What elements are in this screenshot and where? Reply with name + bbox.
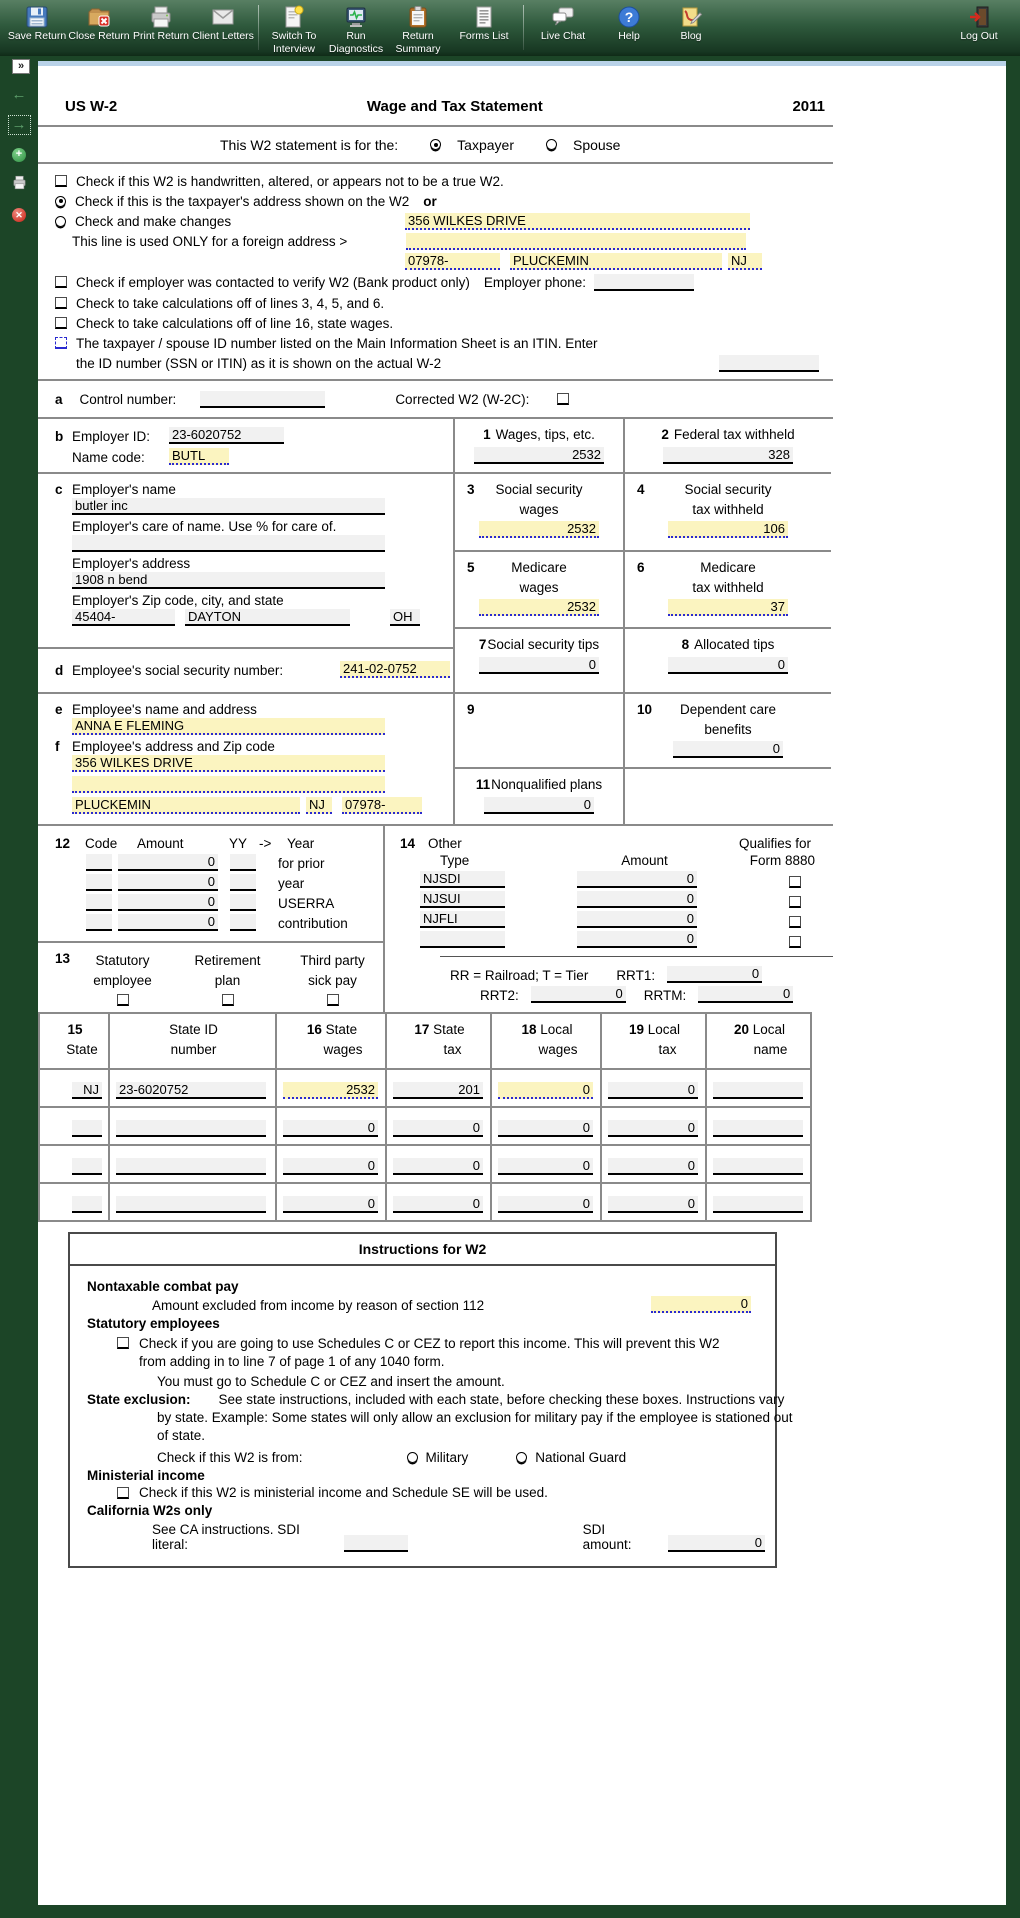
- w2-main-grid: [38, 417, 833, 826]
- schedule-c-checkbox[interactable]: [117, 1337, 129, 1349]
- save-return-button[interactable]: [6, 2, 68, 43]
- diagnostics-icon: [344, 4, 368, 30]
- close-return-button[interactable]: [68, 2, 130, 43]
- toolbar-separator: [523, 5, 524, 50]
- combat-pay-label: Amount excluded from income by reason of section 112: [152, 1298, 485, 1314]
- sdi-amount-label: SDI amount:: [582, 1522, 632, 1553]
- state-tax-field[interactable]: 0: [393, 1196, 483, 1213]
- run-diagnostics-label: Run Diagnostics: [328, 30, 384, 56]
- box-1-wages: 1 Wages, tips, etc. 2532: [455, 419, 625, 472]
- employer-care-of-label: Employer's care of name. Use % for care of.: [72, 519, 337, 534]
- rr-divider: [440, 956, 833, 957]
- itin-label-line2: the ID number (SSN or ITIN) as it is shown on the actual W-2: [76, 355, 442, 371]
- w2-zip-field[interactable]: 07978-: [405, 253, 500, 270]
- top-toolbar: [0, 0, 1020, 56]
- control-number-label: Control number:: [79, 391, 177, 407]
- local-wages-field[interactable]: 0: [498, 1158, 593, 1175]
- combat-pay-field[interactable]: 0: [651, 1296, 751, 1313]
- third-party-sick-pay-option: Third party sick pay: [280, 951, 385, 1012]
- employer-name-field[interactable]: butler inc: [72, 498, 385, 515]
- w2-form-page: [38, 61, 1006, 1905]
- form-8880-checkbox[interactable]: [789, 896, 801, 908]
- corrected-w2-checkbox[interactable]: [557, 393, 569, 405]
- statement-for-label: This W2 statement is for the:: [220, 136, 399, 153]
- local-tax-field[interactable]: 0: [608, 1158, 698, 1175]
- log-out-icon: [967, 4, 991, 30]
- box-12-yy-field[interactable]: [230, 874, 256, 891]
- handwritten-label: Check if this W2 is handwritten, altered, or appears not to be a true W2.: [76, 173, 504, 189]
- employer-zip-field[interactable]: 45404-: [72, 609, 175, 626]
- section-c-employer: [38, 474, 453, 649]
- state-table-row: [39, 1069, 811, 1107]
- sdi-amount-field[interactable]: 0: [668, 1535, 765, 1552]
- client-letters-button[interactable]: [192, 2, 254, 43]
- local-name-field[interactable]: [713, 1082, 803, 1099]
- log-out-button[interactable]: [948, 2, 1010, 43]
- blog-label: Blog: [680, 30, 702, 42]
- employee-name-label: Employee's name and address: [72, 702, 257, 717]
- box-14-amount-field[interactable]: 0: [577, 871, 697, 888]
- local-tax-field[interactable]: 0: [608, 1082, 698, 1099]
- employee-street-field[interactable]: 356 WILKES DRIVE: [72, 755, 385, 772]
- control-number-field[interactable]: [200, 391, 325, 408]
- employer-contacted-checkbox[interactable]: [55, 276, 67, 288]
- itin-checkbox[interactable]: [55, 337, 67, 349]
- state-field[interactable]: [72, 1196, 102, 1213]
- box-7-value-field[interactable]: 0: [479, 657, 599, 674]
- box-5-medicare-wages: 5 Medicare wages 2532: [455, 552, 625, 627]
- w2-city-field[interactable]: PLUCKEMIN: [510, 253, 722, 270]
- itin-label-line1: The taxpayer / spouse ID number listed on the Main Information Sheet is an ITIN. Enter: [76, 335, 598, 351]
- box-12-yy-field[interactable]: [230, 894, 256, 911]
- line-c-letter: c: [55, 482, 63, 497]
- form-navigation-sidebar: [0, 56, 38, 1918]
- next-form-arrow-icon[interactable]: →: [8, 115, 31, 135]
- box-12-note: USERRA: [278, 896, 335, 911]
- w2-state-field[interactable]: NJ: [728, 253, 762, 270]
- state-id-field[interactable]: [116, 1196, 266, 1213]
- ca-sdi-literal-label: See CA instructions. SDI literal:: [152, 1522, 300, 1553]
- third-party-sick-pay-checkbox[interactable]: [327, 994, 339, 1006]
- box-14-type-field[interactable]: NJFLI: [420, 911, 505, 928]
- state-tax-field[interactable]: 0: [393, 1120, 483, 1137]
- delete-form-icon[interactable]: ✕: [12, 208, 26, 222]
- local-name-field[interactable]: [713, 1196, 803, 1213]
- employee-street2-field[interactable]: [72, 776, 385, 793]
- box-12-amount-field[interactable]: 0: [118, 914, 218, 931]
- employer-id-field[interactable]: 23-6020752: [169, 427, 284, 444]
- employee-ssn-field[interactable]: 241-02-0752: [340, 661, 450, 678]
- print-form-icon[interactable]: [12, 175, 27, 195]
- state-table-row: [39, 1145, 811, 1183]
- box-11-nonqualified: 11Nonqualified plans 0: [455, 769, 625, 824]
- calc-off-16-label: Check to take calculations off of line 16, state wages.: [76, 315, 394, 331]
- close-return-label: Close Return: [68, 30, 130, 42]
- employer-phone-label: Employer phone:: [483, 274, 586, 290]
- rr-line-2: [385, 983, 833, 1003]
- box-12-note: contribution: [278, 916, 348, 931]
- state-field[interactable]: [72, 1158, 102, 1175]
- employee-state-field[interactable]: NJ: [306, 797, 332, 814]
- statutory-employee-option: Statutory employee: [70, 951, 175, 1012]
- state-tax-field[interactable]: 201: [393, 1082, 483, 1099]
- save-icon: [25, 4, 49, 30]
- state-wages-field[interactable]: 2532: [283, 1082, 378, 1099]
- spouse-radio[interactable]: [546, 139, 557, 150]
- log-out-label: Log Out: [960, 30, 998, 42]
- local-name-field[interactable]: [713, 1158, 803, 1175]
- form-8880-checkbox[interactable]: [789, 936, 801, 948]
- live-chat-button[interactable]: [528, 2, 598, 43]
- box-10-dependent-care: 10 Dependent care benefits 0: [625, 694, 831, 767]
- employer-address-label: Employer's address: [72, 556, 191, 571]
- rr-note: RR = Railroad; T = Tier: [450, 968, 589, 983]
- clipboard-icon: [406, 4, 430, 30]
- form-id: US W-2: [65, 98, 118, 115]
- retirement-plan-checkbox[interactable]: [222, 994, 234, 1006]
- box-6-medicare-tax: 6 Medicare tax withheld 37: [625, 552, 831, 627]
- employee-city-field[interactable]: PLUCKEMIN: [72, 797, 300, 814]
- state-wages-field[interactable]: 0: [283, 1120, 378, 1137]
- form-title: Wage and Tax Statement: [366, 98, 543, 115]
- military-label: Military: [425, 1450, 469, 1466]
- instructions-box: [68, 1232, 793, 1568]
- ministerial-label: Check if this W2 is ministerial income and Schedule SE will be used.: [139, 1485, 548, 1501]
- employee-name-field[interactable]: ANNA E FLEMING: [72, 718, 385, 735]
- national-guard-radio[interactable]: [516, 1452, 527, 1463]
- section-ef-employee: [38, 694, 453, 824]
- employer-address-field[interactable]: 1908 n bend: [72, 572, 385, 589]
- state-wages-field[interactable]: 0: [283, 1158, 378, 1175]
- run-diagnostics-button[interactable]: [325, 2, 387, 56]
- line-b-letter: b: [55, 429, 64, 444]
- envelope-icon: [211, 4, 235, 30]
- switch-to-interview-button[interactable]: [263, 2, 325, 56]
- blog-button[interactable]: [660, 2, 722, 43]
- client-letters-label: Client Letters: [192, 30, 254, 42]
- return-summary-label: Return Summary: [395, 30, 441, 56]
- calc-off-3456-checkbox[interactable]: [55, 297, 67, 309]
- taxpayer-radio[interactable]: [430, 139, 441, 150]
- forms-list-label: Forms List: [459, 30, 509, 42]
- box-12-yy-field[interactable]: [230, 854, 256, 871]
- employee-ssn-label: Employee's social security number:: [72, 663, 284, 678]
- form-8880-checkbox[interactable]: [789, 876, 801, 888]
- box-11-value-field[interactable]: 0: [484, 797, 594, 814]
- box-12-amount-field[interactable]: 0: [118, 854, 218, 871]
- local-tax-field[interactable]: 0: [608, 1120, 698, 1137]
- national-guard-label: National Guard: [535, 1450, 627, 1466]
- rrtm-field[interactable]: 0: [698, 986, 793, 1003]
- state-id-field[interactable]: [116, 1158, 266, 1175]
- rr-line-1: [385, 963, 833, 983]
- military-radio[interactable]: [407, 1452, 418, 1463]
- box-12-amount-field[interactable]: 0: [118, 874, 218, 891]
- local-wages-field[interactable]: 0: [498, 1120, 593, 1137]
- box-5-value-field[interactable]: 2532: [479, 599, 599, 616]
- box-6-value-field[interactable]: 37: [668, 599, 788, 616]
- state-local-table: [38, 1012, 812, 1223]
- add-form-icon[interactable]: +: [12, 148, 26, 162]
- toolbar-separator: [258, 5, 259, 50]
- statutory-heading: Statutory employees: [87, 1316, 220, 1332]
- box-12-code-field[interactable]: [86, 914, 112, 931]
- local-name-field[interactable]: [713, 1120, 803, 1137]
- interview-icon: [282, 4, 306, 30]
- w2-street-field[interactable]: 356 WILKES DRIVE: [405, 213, 750, 230]
- blog-icon: [679, 4, 703, 30]
- help-label: Help: [618, 30, 640, 42]
- box-8-allocated-tips: 8 Allocated tips 0: [625, 629, 831, 692]
- print-return-button[interactable]: [130, 2, 192, 43]
- box-14-type-field[interactable]: NJSUI: [420, 891, 505, 908]
- taxpayer-address-label: Check if this is the taxpayer's address shown on the W2: [75, 193, 410, 209]
- foreign-address-field[interactable]: [406, 233, 746, 250]
- state-table-row: [39, 1183, 811, 1221]
- expand-panel-button[interactable]: »: [12, 59, 30, 74]
- box-12-note: year: [278, 876, 305, 891]
- employer-phone-field[interactable]: [594, 274, 694, 291]
- w2-from-label: Check if this W2 is from:: [157, 1450, 303, 1466]
- box-12-note: for prior: [278, 856, 325, 871]
- box-7-ss-tips: 7Social security tips 0: [455, 629, 625, 692]
- line-d-letter: d: [55, 663, 64, 678]
- schedule-c-note: You must go to Schedule C or CEZ and insert the amount.: [157, 1373, 505, 1389]
- corrected-w2-label: Corrected W2 (W-2C):: [395, 391, 530, 407]
- california-heading: California W2s only: [87, 1503, 213, 1519]
- print-return-label: Print Return: [132, 30, 190, 42]
- employer-zip-label: Employer's Zip code, city, and state: [72, 593, 284, 608]
- employer-id-label: Employer ID:: [72, 429, 151, 444]
- rrtm-label: RRTM:: [643, 988, 687, 1003]
- forms-list-button[interactable]: [449, 2, 519, 43]
- taxpayer-address-radio[interactable]: [55, 196, 66, 207]
- box-12-code-field[interactable]: [86, 854, 112, 871]
- combat-pay-heading: Nontaxable combat pay: [87, 1279, 239, 1295]
- state-id-field[interactable]: 23-6020752: [116, 1082, 266, 1099]
- employer-city-field[interactable]: DAYTON: [185, 609, 350, 626]
- save-return-label: Save Return: [7, 30, 67, 42]
- state-field[interactable]: [72, 1120, 102, 1137]
- top-checkboxes-section: [38, 164, 833, 379]
- box-14-subheader: Type Amount Form 8880: [440, 853, 815, 868]
- taxpayer-radio-label: Taxpayer: [457, 136, 514, 153]
- line-a-letter: a: [55, 391, 63, 407]
- local-wages-field[interactable]: 0: [498, 1196, 593, 1213]
- box-3-value-field[interactable]: 2532: [479, 521, 599, 538]
- printer-icon: [149, 4, 173, 30]
- make-changes-label: Check and make changes: [75, 213, 232, 229]
- local-wages-field[interactable]: 0: [498, 1082, 593, 1099]
- box-10-value-field[interactable]: 0: [673, 741, 783, 758]
- box-14-amount-field[interactable]: 0: [577, 931, 697, 948]
- instructions-title: Instructions for W2: [70, 1234, 775, 1266]
- state-table-row: [39, 1107, 811, 1145]
- svg-text:?: ?: [624, 9, 634, 25]
- rrt1-field[interactable]: 0: [667, 966, 762, 983]
- state-exclusion-heading: State exclusion:: [87, 1391, 191, 1407]
- box-2-value-field[interactable]: 328: [663, 447, 793, 464]
- form-header: [38, 61, 833, 125]
- box-12-code-field[interactable]: [86, 874, 112, 891]
- help-icon: [617, 4, 641, 30]
- box-1-value-field[interactable]: 2532: [474, 447, 604, 464]
- form-8880-checkbox[interactable]: [789, 916, 801, 928]
- employer-care-of-field[interactable]: [72, 535, 385, 552]
- employer-contacted-label: Check if employer was contacted to verify W2 (Bank product only): [76, 274, 470, 290]
- box-8-value-field[interactable]: 0: [668, 657, 788, 674]
- employee-zip-field[interactable]: 07978-: [342, 797, 422, 814]
- employee-address-label: Employee's address and Zip code: [72, 739, 275, 754]
- state-field[interactable]: NJ: [72, 1082, 102, 1099]
- employer-state-field[interactable]: OH: [390, 609, 420, 626]
- return-summary-button[interactable]: [387, 2, 449, 56]
- box-9: 9: [455, 694, 625, 767]
- statutory-employee-checkbox[interactable]: [117, 994, 129, 1006]
- ministerial-checkbox[interactable]: [117, 1487, 129, 1499]
- ministerial-heading: Ministerial income: [87, 1468, 205, 1484]
- box-12-yy-field[interactable]: [230, 914, 256, 931]
- rrt1-label: RRT1:: [616, 968, 656, 983]
- state-tax-field[interactable]: 0: [393, 1158, 483, 1175]
- rrt2-label: RRT2:: [480, 988, 519, 1003]
- forms-list-icon: [472, 4, 496, 30]
- section-d-ssn: [38, 649, 453, 694]
- box-14-amount-field[interactable]: 0: [577, 911, 697, 928]
- close-return-icon: [87, 4, 111, 30]
- box-14-type-field[interactable]: [420, 931, 505, 948]
- box-14-type-field[interactable]: NJSDI: [420, 871, 505, 888]
- local-tax-field[interactable]: 0: [608, 1196, 698, 1213]
- line-f-letter: f: [55, 739, 60, 754]
- switch-to-interview-label: Switch To Interview: [271, 30, 317, 56]
- box-2-federal-tax: 2 Federal tax withheld 328: [661, 427, 795, 462]
- state-id-field[interactable]: [116, 1120, 266, 1137]
- state-exclusion-paragraph: [87, 1391, 802, 1446]
- employer-name-label: Employer's name: [72, 482, 176, 497]
- make-changes-radio[interactable]: [55, 216, 66, 227]
- w2-from-row: [157, 1450, 765, 1465]
- name-code-label: Name code:: [72, 450, 145, 465]
- sdi-literal-field[interactable]: [344, 1535, 407, 1552]
- pane-top-strip: [38, 61, 1006, 66]
- calc-off-16-checkbox[interactable]: [55, 317, 67, 329]
- statement-for-row: [38, 127, 833, 162]
- box-12-code-field[interactable]: [86, 894, 112, 911]
- section-b-employer-id: [38, 419, 453, 474]
- box-4-value-field[interactable]: 106: [668, 521, 788, 538]
- retirement-plan-option: Retirement plan: [175, 951, 280, 1012]
- rrt2-field[interactable]: 0: [531, 986, 626, 1003]
- name-code-field[interactable]: BUTL: [169, 448, 229, 465]
- help-button[interactable]: [598, 2, 660, 43]
- itin-ssn-field[interactable]: [719, 355, 819, 372]
- form-year: 2011: [792, 98, 825, 115]
- chat-icon: [551, 4, 575, 30]
- state-wages-field[interactable]: 0: [283, 1196, 378, 1213]
- box-10-continued: [625, 769, 831, 824]
- control-number-row: [38, 381, 833, 417]
- foreign-address-label: This line is used ONLY for a foreign address >: [72, 233, 348, 249]
- previous-form-arrow-icon[interactable]: ←: [11, 86, 27, 103]
- state-exclusion-text: See state instructions, included with each state, before checking these boxes. Instructions vary by state. Example: Some states will only allow an exclusion for military pay if the employee is stationed out of state.: [157, 1391, 793, 1444]
- live-chat-label: Live Chat: [540, 30, 586, 42]
- handwritten-checkbox[interactable]: [55, 175, 67, 187]
- box-4-ss-tax: 4 Social security tax withheld 106: [625, 474, 831, 550]
- box-12-header: 12 Code Amount YY -> Year: [55, 836, 315, 851]
- calc-off-3456-label: Check to take calculations off of lines 3, 4, 5, and 6.: [76, 295, 385, 311]
- box-14-header: 14 Other Qualifies for: [400, 836, 811, 851]
- line-e-letter: e: [55, 702, 63, 717]
- box-13-section: 13 Statutory employee Retirement plan Third party sick pay: [38, 941, 383, 1012]
- box-12-amount-field[interactable]: 0: [118, 894, 218, 911]
- spouse-radio-label: Spouse: [572, 136, 621, 153]
- state-table-header-row: 15 State State ID number 16 State wages 17 State tax 18 Local wages 19 Local tax 20 Local name: [39, 1013, 811, 1070]
- schedule-c-label: Check if you are going to use Schedules C or CEZ to report this income. This will prevent this W2 from adding in to line 7 of page 1 of any 1040 form.: [139, 1336, 720, 1370]
- box-12-13-14-section: [38, 826, 833, 1012]
- or-label: or: [423, 193, 437, 209]
- box-14-amount-field[interactable]: 0: [577, 891, 697, 908]
- box-3-ss-wages: 3 Social security wages 2532: [455, 474, 625, 550]
